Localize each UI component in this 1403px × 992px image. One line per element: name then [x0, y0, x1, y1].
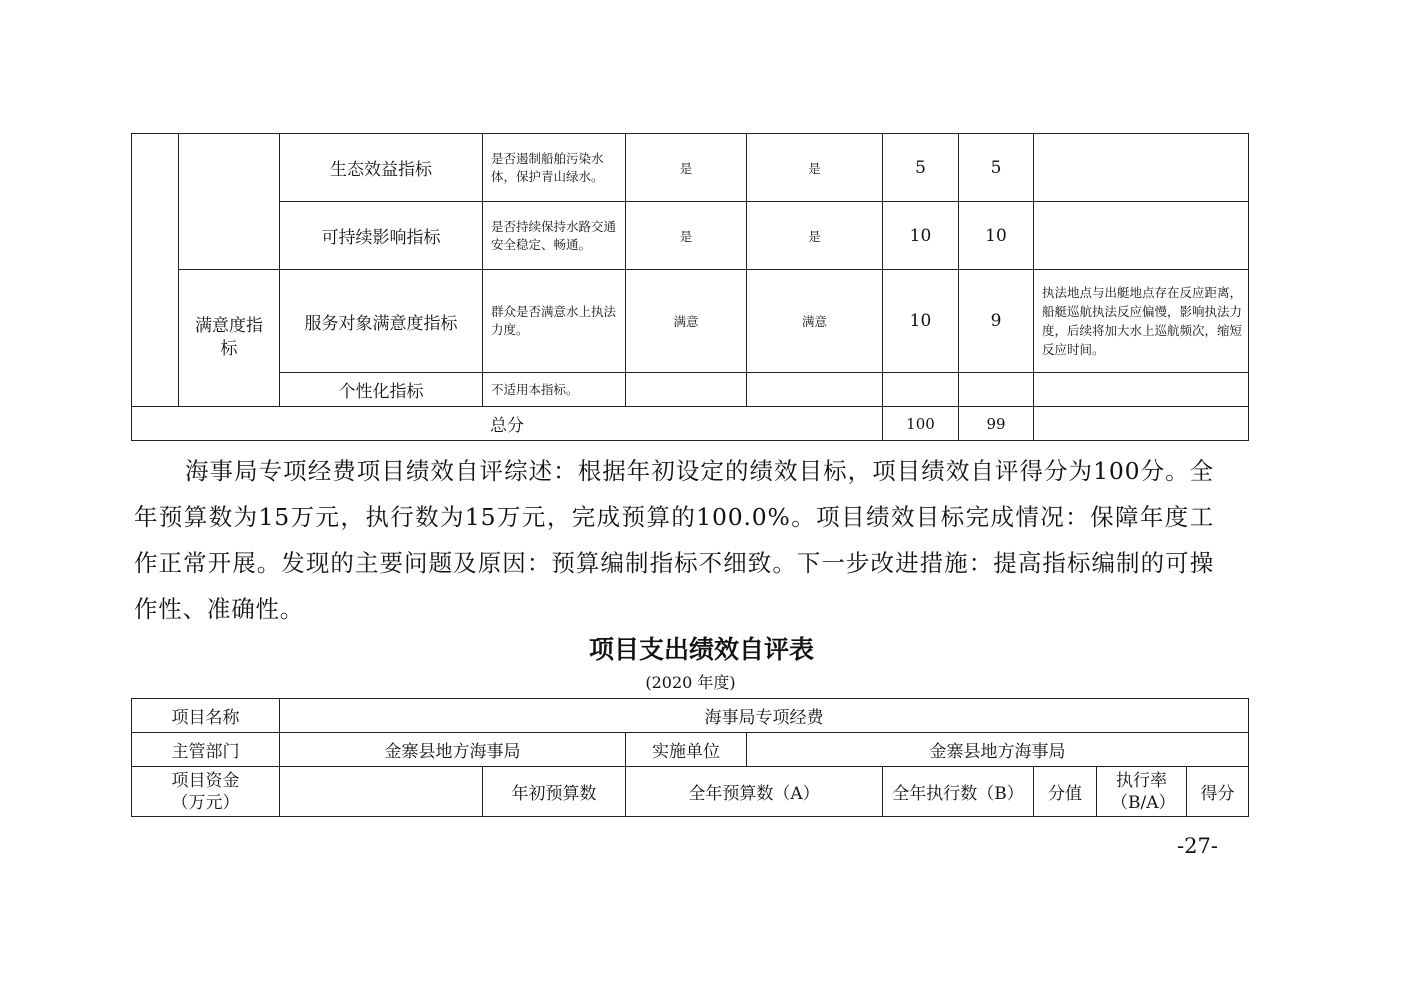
- deviation-note: [1034, 134, 1249, 202]
- deviation-note: 执法地点与出艇地点存在反应距离，船艇巡航执法反应偏慢，影响执法力度，后续将加大水上巡航频次，缩短反应时间。: [1034, 270, 1249, 373]
- score-value: 9: [959, 270, 1034, 373]
- total-score: 99: [959, 407, 1034, 441]
- form-title: 项目支出绩效自评表: [588, 635, 814, 664]
- blank-cell: [179, 134, 280, 270]
- table-row: [132, 134, 1249, 202]
- indicator-name: 生态效益指标: [280, 134, 483, 202]
- col-exec-rate: 执行率（B/A）: [1097, 767, 1187, 817]
- table-row: [132, 373, 1249, 407]
- indicator-content: 群众是否满意水上执法力度。: [483, 270, 626, 373]
- col-initial-budget: 年初预算数: [483, 767, 626, 817]
- score-value: 5: [959, 134, 1034, 202]
- actual-value: [747, 373, 883, 407]
- col-weight: 分值: [1034, 767, 1097, 817]
- weight-value: 10: [883, 202, 959, 270]
- actual-value: 满意: [747, 270, 883, 373]
- form-year: (2020 年度): [645, 673, 736, 692]
- indicator-name: 可持续影响指标: [280, 202, 483, 270]
- table-row: [132, 767, 1249, 817]
- total-label: 总分: [132, 407, 883, 441]
- score-value: 10: [959, 202, 1034, 270]
- page-number: -27-: [1177, 834, 1218, 858]
- total-weight: 100: [883, 407, 959, 441]
- target-value: 是: [626, 202, 747, 270]
- indicator-content: 是否遏制船舶污染水体，保护青山绿水。: [483, 134, 626, 202]
- weight-value: [883, 373, 959, 407]
- impl-label: 实施单位: [626, 733, 747, 767]
- table-row: [132, 733, 1249, 767]
- performance-indicator-table: [131, 133, 1249, 441]
- actual-value: 是: [747, 202, 883, 270]
- target-value: 满意: [626, 270, 747, 373]
- target-value: 是: [626, 134, 747, 202]
- weight-value: 10: [883, 270, 959, 373]
- actual-value: 是: [747, 134, 883, 202]
- blank-cell: [1034, 407, 1249, 441]
- deviation-note: [1034, 373, 1249, 407]
- deviation-note: [1034, 202, 1249, 270]
- target-value: [626, 373, 747, 407]
- weight-value: 5: [883, 134, 959, 202]
- col-annual-exec: 全年执行数（B）: [883, 767, 1034, 817]
- score-value: [959, 373, 1034, 407]
- col-score: 得分: [1187, 767, 1249, 817]
- indicator-name: 服务对象满意度指标: [280, 270, 483, 373]
- impl-value: 金寨县地方海事局: [747, 733, 1249, 767]
- table-row: [132, 699, 1249, 733]
- table-row: [132, 202, 1249, 270]
- project-info-table: [131, 698, 1249, 817]
- total-row: [132, 407, 1249, 441]
- funds-label: 项目资金（万元）: [132, 767, 280, 817]
- table-row: [132, 270, 1249, 373]
- indicator-name: 个性化指标: [280, 373, 483, 407]
- dept-value: 金寨县地方海事局: [280, 733, 626, 767]
- project-name-label: 项目名称: [132, 699, 280, 733]
- indicator-content: 是否持续保持水路交通安全稳定、畅通。: [483, 202, 626, 270]
- col-annual-budget: 全年预算数（A）: [626, 767, 883, 817]
- project-name-value: 海事局专项经费: [280, 699, 1249, 733]
- blank-cell: [132, 134, 179, 407]
- category-satisfaction: 满意度指标: [179, 270, 280, 407]
- blank-cell: [280, 767, 483, 817]
- indicator-content: 不适用本指标。: [483, 373, 626, 407]
- performance-summary-paragraph: 海事局专项经费项目绩效自评综述：根据年初设定的绩效目标，项目绩效自评得分为100分。全年预算数为15万元，执行数为15万元，完成预算的100.0%。项目绩效目标完成情况：保障年度工作正常开展。发现的主要问题及原因：预算编制指标不细致。下一步改进措施：提高指标编制的可操作性、准确性。: [134, 457, 1214, 623]
- dept-label: 主管部门: [132, 733, 280, 767]
